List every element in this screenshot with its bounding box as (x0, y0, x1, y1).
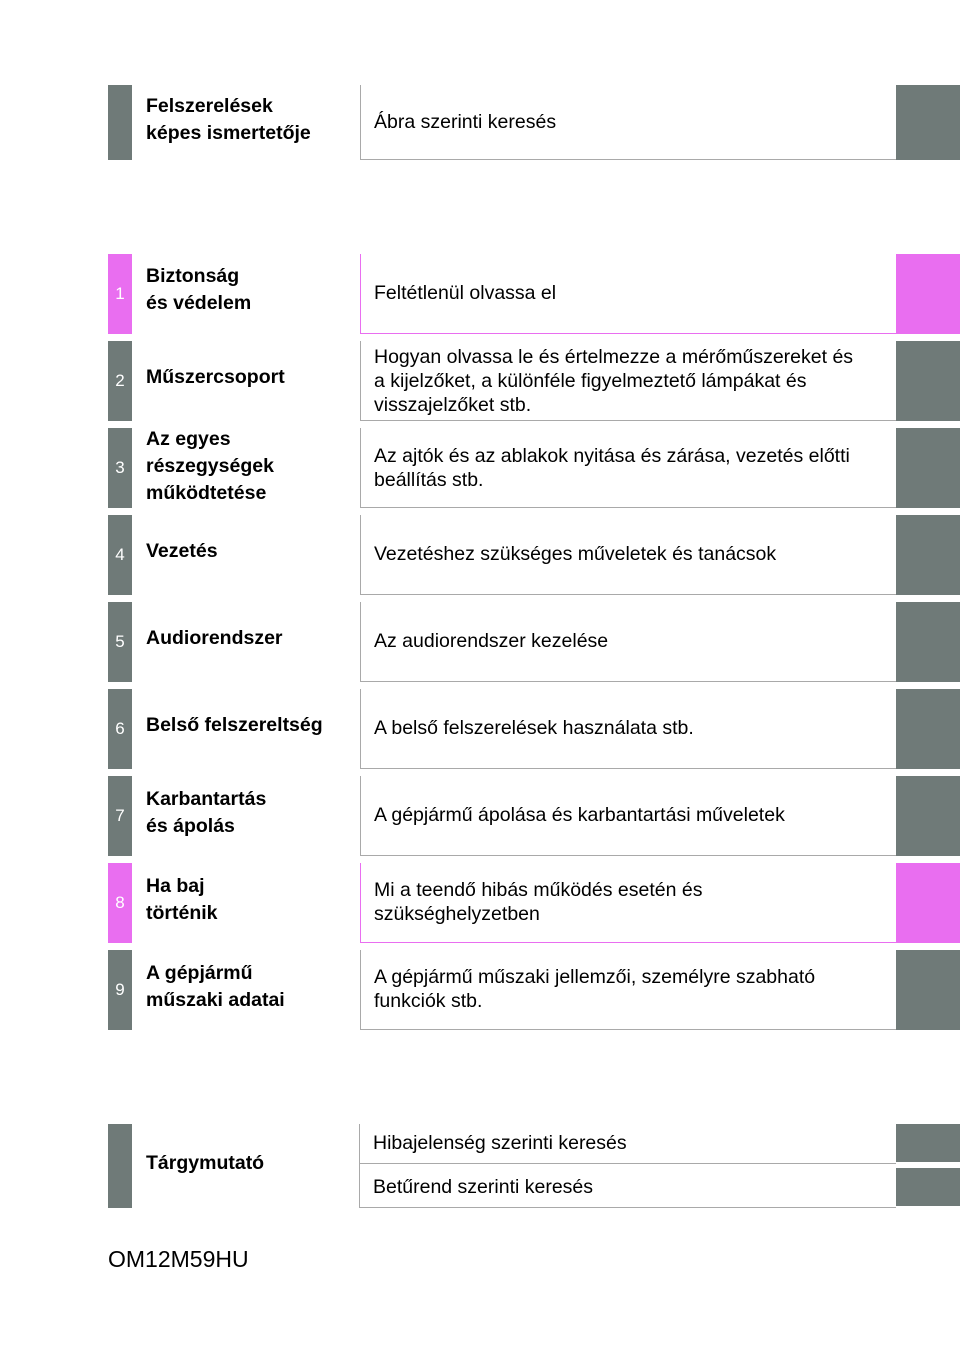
document-code: OM12M59HU (108, 1246, 249, 1272)
chapter-tab-6 (108, 689, 132, 769)
chapter-description-box (360, 254, 897, 334)
intro-description: Ábra szerinti keresés (374, 111, 557, 133)
chapter-tab-5 (108, 602, 132, 682)
chapter-description-box (360, 950, 897, 1030)
chapter-title-line: műszaki adatai (146, 989, 285, 1011)
chapter-description-line: Vezetéshez szükséges műveletek és tanácsok (374, 543, 777, 565)
intro-section[interactable] (108, 85, 960, 160)
chapter-description-line: visszajelzőket stb. (374, 394, 532, 416)
chapter-description-line: Az audiorendszer kezelése (374, 630, 609, 652)
chapter-description-line: Az ajtók és az ablakok nyitása és zárása, vezetés előtti (374, 445, 850, 467)
chapter-description-line: funkciók stb. (374, 990, 483, 1012)
chapter-row-7[interactable] (108, 776, 960, 856)
chapter-row-8[interactable] (108, 863, 960, 943)
chapter-side-tab-5 (896, 602, 960, 682)
chapter-side-tab-7 (896, 776, 960, 856)
chapter-number: 5 (115, 632, 125, 651)
chapter-title-line: Az egyes (146, 428, 231, 450)
chapter-title (146, 263, 358, 317)
chapter-description-box (360, 863, 897, 943)
chapter-title (146, 538, 358, 565)
chapter-description (374, 444, 889, 492)
index-side-tab-2 (896, 1168, 960, 1206)
chapter-description (374, 281, 889, 305)
chapter-title (146, 712, 362, 739)
index-item-alphabetical-search[interactable] (360, 1168, 896, 1208)
chapter-row-9[interactable] (108, 950, 960, 1030)
chapter-title-line: és ápolás (146, 815, 235, 837)
chapter-title-line: működtetése (146, 482, 267, 504)
chapter-number: 3 (115, 458, 125, 477)
intro-title (146, 93, 358, 147)
chapter-row-3[interactable] (108, 428, 960, 508)
chapter-row-5[interactable] (108, 602, 960, 682)
index-tab (108, 1124, 132, 1208)
intro-title-line1: Felszerelések (146, 95, 273, 117)
chapter-number: 2 (115, 371, 125, 390)
chapter-description-line: Feltétlenül olvassa el (374, 282, 557, 304)
chapter-description (374, 345, 889, 417)
intro-title-line2: képes ismertetője (146, 122, 311, 144)
chapter-title (146, 364, 358, 391)
intro-tab (108, 85, 132, 160)
chapter-tab-1 (108, 254, 132, 334)
chapter-description (374, 542, 889, 566)
index-item-symptom-search[interactable] (360, 1124, 896, 1164)
chapter-title-line: A gépjármű (146, 962, 253, 984)
chapter-title-line: Audiorendszer (146, 627, 283, 649)
chapter-title (146, 625, 358, 652)
chapter-description-box (360, 602, 897, 682)
intro-description-box (360, 85, 897, 160)
chapter-number: 6 (115, 719, 125, 738)
chapter-number: 4 (115, 545, 125, 564)
chapter-description (374, 803, 889, 827)
chapter-side-tab-9 (896, 950, 960, 1030)
chapter-title (146, 426, 358, 507)
chapter-tab-9 (108, 950, 132, 1030)
chapter-description-line: Hogyan olvassa le és értelmezze a mérőműszereket és (374, 346, 854, 368)
chapter-title-line: Belső felszereltség (146, 714, 323, 736)
chapter-side-tab-4 (896, 515, 960, 595)
chapter-row-4[interactable] (108, 515, 960, 595)
chapter-title-line: részegységek (146, 455, 274, 477)
chapter-title-line: történik (146, 902, 218, 924)
chapter-side-tab-1 (896, 254, 960, 334)
chapter-number: 1 (115, 284, 125, 303)
index-side-tab-1 (896, 1124, 960, 1162)
index-title: Tárgymutató (146, 1152, 265, 1174)
chapter-row-2[interactable] (108, 341, 960, 421)
chapter-row-1[interactable] (108, 254, 960, 334)
chapter-side-tab-3 (896, 428, 960, 508)
chapter-description-line: a kijelzőket, a különféle figyelmeztető lámpákat és (374, 370, 807, 392)
chapter-title (146, 873, 358, 927)
chapter-tab-2 (108, 341, 132, 421)
chapter-number: 7 (115, 806, 125, 825)
chapter-number: 9 (115, 980, 125, 999)
chapter-tab-7 (108, 776, 132, 856)
chapter-tab-4 (108, 515, 132, 595)
chapter-description-box (360, 776, 897, 856)
chapter-title-line: Vezetés (146, 540, 218, 562)
chapter-description (374, 878, 889, 926)
chapter-title (146, 786, 358, 840)
chapter-description-line: A gépjármű ápolása és karbantartási műveletek (374, 804, 785, 826)
chapter-description-box (360, 341, 897, 421)
chapter-title-line: Műszercsoport (146, 366, 285, 388)
chapter-description (374, 965, 889, 1013)
chapter-tab-8 (108, 863, 132, 943)
chapter-description-box (360, 428, 897, 508)
index-item-label: Hibajelenség szerinti keresés (373, 1132, 627, 1154)
chapter-title-line: Biztonság (146, 265, 240, 287)
chapter-description-line: szükséghelyzetben (374, 903, 540, 925)
chapter-title-line: Karbantartás (146, 788, 267, 810)
chapter-description-box (360, 515, 897, 595)
chapter-tab-3 (108, 428, 132, 508)
chapter-side-tab-2 (896, 341, 960, 421)
chapter-description (374, 716, 889, 740)
chapter-description-line: A gépjármű műszaki jellemzői, személyre szabható (374, 966, 816, 988)
intro-side-tab (896, 85, 960, 160)
index-item-label: Betűrend szerinti keresés (373, 1176, 594, 1198)
chapter-number: 8 (115, 893, 125, 912)
chapter-title-line: és védelem (146, 292, 252, 314)
chapter-side-tab-8 (896, 863, 960, 943)
chapter-description-line: beállítás stb. (374, 469, 484, 491)
chapter-description-line: A belső felszerelések használata stb. (374, 717, 694, 739)
chapter-row-6[interactable] (108, 689, 960, 769)
chapter-title (146, 960, 358, 1014)
chapter-description-box (360, 689, 897, 769)
chapter-side-tab-6 (896, 689, 960, 769)
chapter-description (374, 629, 889, 653)
chapter-description-line: Mi a teendő hibás működés esetén és (374, 879, 703, 901)
chapter-title-line: Ha baj (146, 875, 205, 897)
